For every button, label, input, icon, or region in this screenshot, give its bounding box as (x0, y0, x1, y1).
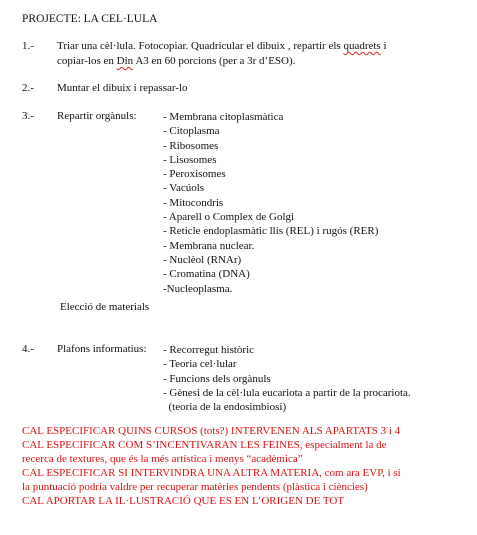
panel-item: (teoria de la endosimbiosi) (163, 401, 287, 414)
note-line: la puntuació podria valdre per recuperar matèries pendents (plàstica i ciències) (22, 481, 368, 493)
organelle-item: - Peroxisomes (163, 168, 226, 181)
organelle-item: - Ribosomes (163, 139, 219, 152)
organelle-item: - Lisosomes (163, 153, 217, 166)
note-line: CAL ESPECIFICAR QUINS CURSOS (tots?) INTERVENEN ALS APARTATS 3 i 4 (22, 425, 401, 437)
section-1-number: 1.- (22, 40, 34, 52)
panel-item: - Teoria cel·lular (163, 358, 237, 371)
spellcheck-word-din: Din (116, 55, 134, 67)
section-4-number: 4.- (22, 343, 34, 355)
organelle-item: - Reticle endoplasmàtic llis (REL) i rugós (RER) (163, 225, 379, 238)
panel-list (163, 343, 411, 414)
section-1-line-1-end: i (383, 40, 387, 52)
organelle-item: - Aparell o Complex de Golgi (163, 211, 295, 224)
note-line: CAL APORTAR LA IL·LUSTRACIÓ QUE ES EN L’ORIGEN DE TOT (22, 495, 345, 507)
panel-item: - Funcions dels orgànuls (163, 372, 271, 385)
note-line: recerca de textures, que és la més artística i menys “acadèmica” (22, 453, 303, 465)
section-4-label: Plafons informatius: (57, 343, 147, 355)
section-1-line-2-end: A3 en 60 porcions (per a 3r d’ESO). (135, 55, 296, 67)
section-2-number: 2.- (22, 82, 34, 94)
section-2-text: Muntar el dibuix i repassar-lo (57, 82, 188, 94)
section-3-label: Repartir orgànuls: (57, 110, 137, 122)
section-3-number: 3.- (22, 110, 34, 122)
panel-item: - Recorregut històric (163, 344, 255, 356)
section-1-line-2 (57, 55, 295, 67)
organelle-item: - Nuclèol (RNAr) (163, 253, 242, 266)
panel-item: - Gènesi de la cèl·lula eucariota a partir de la procariota. (163, 386, 411, 399)
document-title: PROJECTE: LA CEL·LULA (22, 13, 158, 25)
organelle-item: - Citoplasma (163, 125, 220, 138)
organelle-item: - Membrana citoplasmàtica (163, 111, 284, 123)
red-notes (22, 424, 401, 508)
note-line: CAL ESPECIFICAR SI INTERVINDRA UNA ALTRA MATERIA, com ara EVP, i si (22, 467, 401, 479)
organelle-list (163, 110, 378, 296)
organelle-item: - Membrana nuclear. (163, 239, 255, 252)
section-1-line-2-text: copiar-los en (57, 55, 114, 67)
organelle-item: -Nucleoplasma. (163, 282, 233, 295)
section-1-line-1 (57, 40, 387, 52)
organelle-item: - Cromatina (DNA) (163, 268, 250, 281)
section-1-line-1-text: Triar una cèl·lula. Fotocopiar. Quadricular el dibuix , repartir els (57, 40, 341, 52)
organelle-item: - Vacúols (163, 182, 205, 195)
spellcheck-word-quadrets: quadrets (343, 40, 381, 52)
organelle-item: - Mitocondris (163, 196, 224, 209)
materials-election: Elecció de materials (60, 301, 150, 313)
note-line: CAL ESPECIFICAR COM S’INCENTIVARAN LES FEINES, especialment la de (22, 439, 387, 451)
